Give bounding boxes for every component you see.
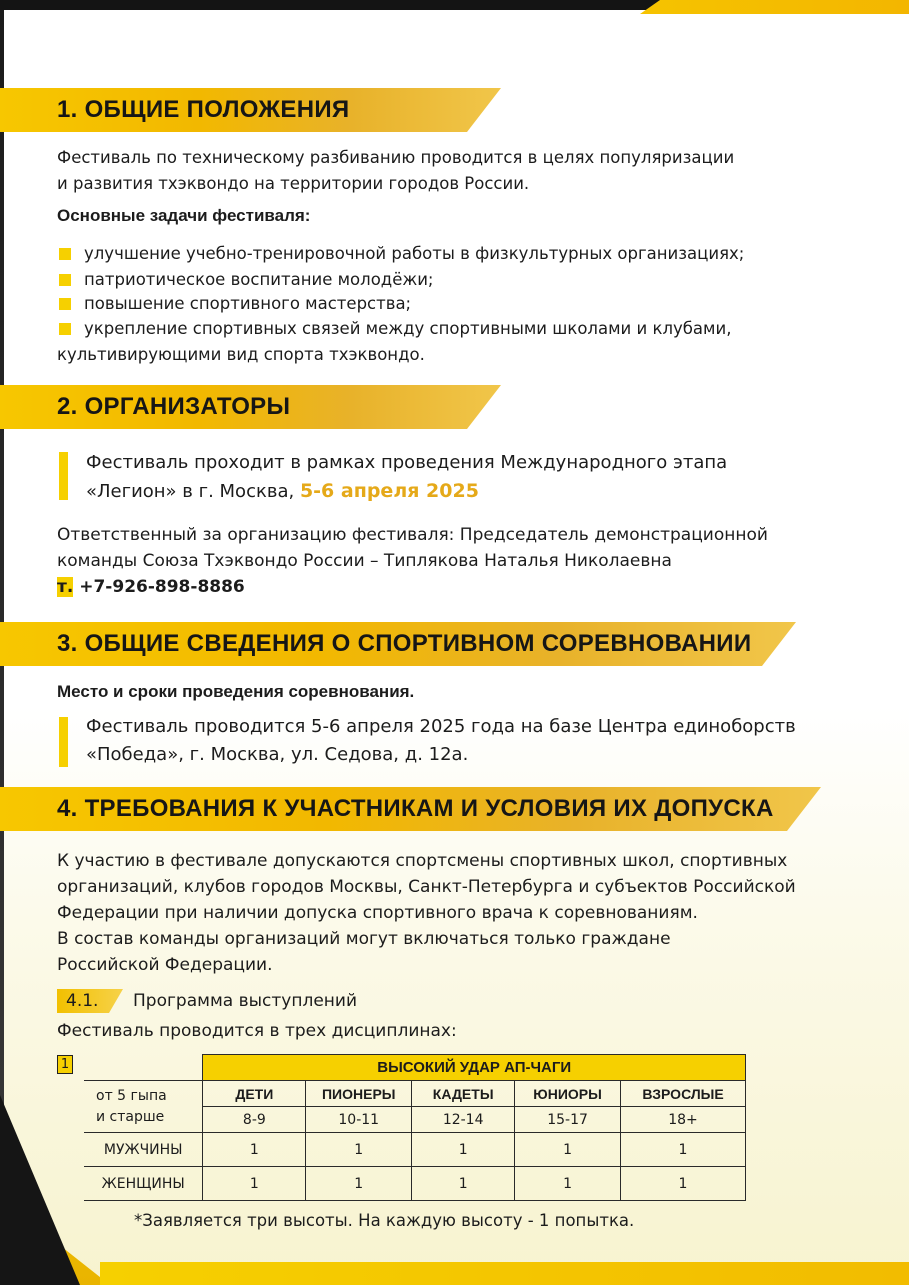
task-item-3: повышение спортивного мастерства; xyxy=(84,294,412,313)
bullet-icon xyxy=(59,298,71,310)
responsible-line1: Ответственный за организацию фестиваля: Председатель демонстрационной xyxy=(57,525,768,545)
venue-heading: Место и сроки проведения соревнования. xyxy=(57,682,415,701)
phone-line xyxy=(57,574,245,600)
row-label-men: МУЖЧИНЫ xyxy=(84,1133,203,1167)
bullet-icon xyxy=(59,248,71,260)
requirements-line2: организаций, клубов городов Москвы, Санкт-Петербурга и субъектов Российской xyxy=(57,877,796,897)
quote-bar xyxy=(59,717,68,767)
age-cell: 8-9 xyxy=(203,1107,306,1133)
requirements-line5: Российской Федерации. xyxy=(57,955,273,975)
responsible-line2: команды Союза Тхэквондо России – Типлякова Наталья Николаевна xyxy=(57,551,672,571)
category-header: ПИОНЕРЫ xyxy=(306,1081,412,1107)
section2-title: 2. ОРГАНИЗАТОРЫ xyxy=(57,393,291,420)
table-cell: 1 xyxy=(203,1133,306,1167)
section3-title: 3. ОБЩИЕ СВЕДЕНИЯ О СПОРТИВНОМ СОРЕВНОВАНИИ xyxy=(57,630,752,657)
table-number: 1 xyxy=(57,1055,73,1074)
section4-title: 4. ТРЕБОВАНИЯ К УЧАСТНИКАМ И УСЛОВИЯ ИХ ДОПУСКА xyxy=(57,795,774,822)
section1-text-line2: и развития тхэквондо на территории городов России. xyxy=(57,174,530,193)
table-note: *Заявляется три высоты. На каждую высоту - 1 попытка. xyxy=(134,1211,635,1230)
event-date: 5-6 апреля 2025 xyxy=(299,480,479,502)
table-cell: 1 xyxy=(203,1167,306,1201)
section1-text-line1: Фестиваль по техническому разбиванию проводится в целях популяризации xyxy=(57,148,735,167)
bottom-left-black-shape xyxy=(0,1095,80,1285)
requirements-line4: В состав команды организаций могут включаться только граждане xyxy=(57,929,671,949)
rank-line2: и старше xyxy=(96,1108,165,1125)
table-cell: 1 xyxy=(515,1133,621,1167)
category-header: ВЗРОСЛЫЕ xyxy=(621,1081,746,1107)
phone-number: +7-926-898-8886 xyxy=(79,577,245,597)
tasks-heading: Основные задачи фестиваля: xyxy=(57,206,311,225)
age-cell: 10-11 xyxy=(306,1107,412,1133)
table-title: ВЫСОКИЙ УДАР АП-ЧАГИ xyxy=(203,1055,746,1081)
task-item-4-cont: культивирующими вид спорта тхэквондо. xyxy=(57,345,425,364)
disciplines-text: Фестиваль проводится в трех дисциплинах: xyxy=(57,1021,457,1041)
table-cell: 1 xyxy=(412,1167,515,1201)
bullet-icon xyxy=(59,323,71,335)
table-cell: 1 xyxy=(306,1133,412,1167)
age-cell: 18+ xyxy=(621,1107,746,1133)
bottom-yellow-stripe xyxy=(100,1262,909,1285)
table-rank-cell xyxy=(84,1081,203,1133)
task-item-2: патриотическое воспитание молодёжи; xyxy=(84,270,434,289)
phone-prefix: т. xyxy=(57,577,74,597)
organizer-text-line2: «Легион» в г. Москва, 5-6 апреля 2025 xyxy=(86,480,479,502)
category-header: ЮНИОРЫ xyxy=(515,1081,621,1107)
venue-text-line1: Фестиваль проводится 5-6 апреля 2025 года на базе Центра единоборств xyxy=(86,716,796,737)
subsection-number: 4.1. xyxy=(66,991,99,1011)
row-label-women: ЖЕНЩИНЫ xyxy=(84,1167,203,1201)
task-item-4: укрепление спортивных связей между спортивными школами и клубами, xyxy=(84,319,732,338)
program-heading: Программа выступлений xyxy=(133,991,357,1011)
section1-title: 1. ОБЩИЕ ПОЛОЖЕНИЯ xyxy=(57,96,350,123)
table-cell: 1 xyxy=(621,1167,746,1201)
table-cell: 1 xyxy=(621,1133,746,1167)
requirements-line3: Федерации при наличии допуска спортивного врача к соревнованиям. xyxy=(57,903,698,923)
age-cell: 12-14 xyxy=(412,1107,515,1133)
table-cell: 1 xyxy=(412,1133,515,1167)
requirements-line1: К участию в фестивале допускаются спортсмены спортивных школ, спортивных xyxy=(57,851,788,871)
quote-bar xyxy=(59,452,68,500)
table-cell: 1 xyxy=(515,1167,621,1201)
category-header: КАДЕТЫ xyxy=(412,1081,515,1107)
disciplines-table xyxy=(84,1054,746,1201)
organizer-text-line1: Фестиваль проходит в рамках проведения Международного этапа xyxy=(86,452,728,473)
rank-line1: от 5 гыпа xyxy=(96,1087,167,1104)
category-header: ДЕТИ xyxy=(203,1081,306,1107)
age-cell: 15-17 xyxy=(515,1107,621,1133)
table-cell: 1 xyxy=(306,1167,412,1201)
task-item-1: улучшение учебно-тренировочной работы в физкультурных организациях; xyxy=(84,244,745,263)
table-corner-empty xyxy=(84,1055,203,1081)
venue-text-line2: «Победа», г. Москва, ул. Седова, д. 12а. xyxy=(86,744,469,765)
bullet-icon xyxy=(59,274,71,286)
